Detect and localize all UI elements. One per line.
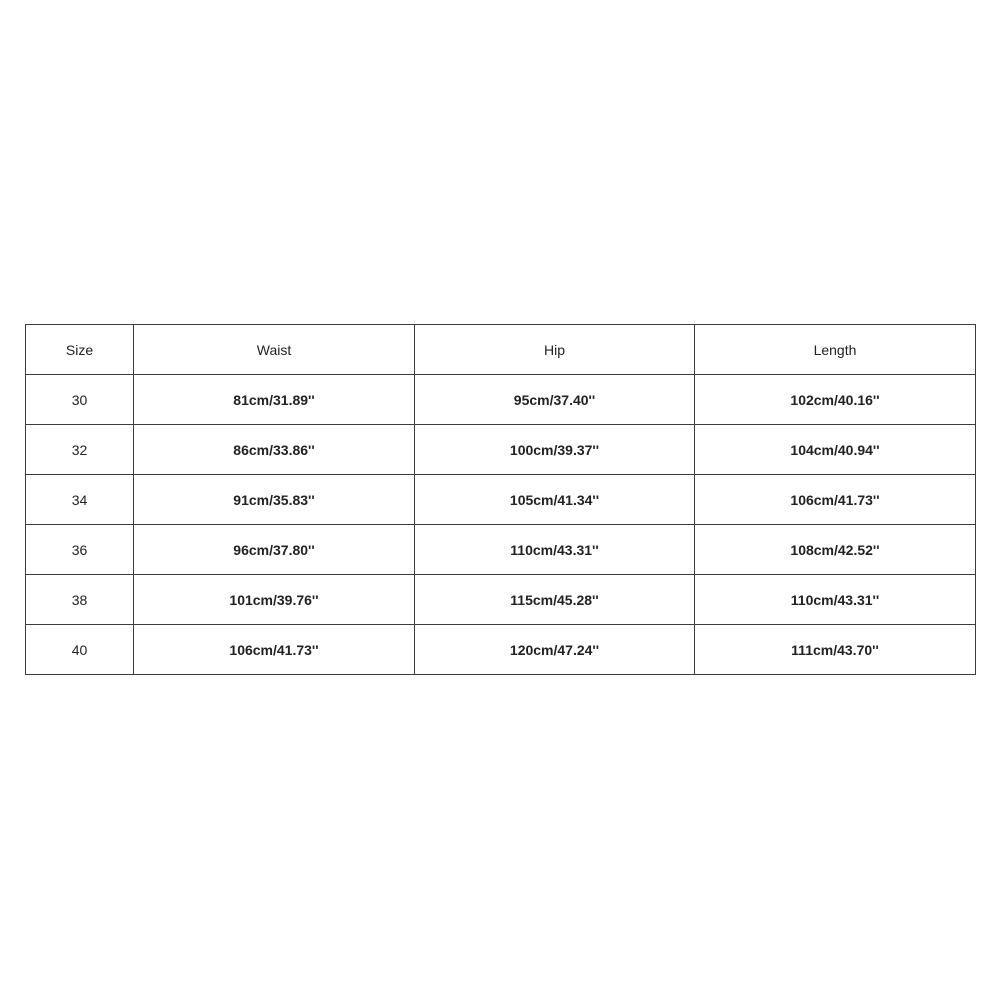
length-cell: 110cm/43.31'' bbox=[695, 575, 976, 625]
waist-cell: 91cm/35.83'' bbox=[134, 475, 415, 525]
size-cell: 40 bbox=[26, 625, 134, 675]
length-cell: 104cm/40.94'' bbox=[695, 425, 976, 475]
waist-cell: 86cm/33.86'' bbox=[134, 425, 415, 475]
hip-cell: 105cm/41.34'' bbox=[415, 475, 695, 525]
size-cell: 30 bbox=[26, 375, 134, 425]
header-waist: Waist bbox=[134, 325, 415, 375]
size-cell: 38 bbox=[26, 575, 134, 625]
table-row bbox=[26, 375, 976, 425]
size-cell: 32 bbox=[26, 425, 134, 475]
waist-cell: 81cm/31.89'' bbox=[134, 375, 415, 425]
table-row bbox=[26, 525, 976, 575]
size-cell: 34 bbox=[26, 475, 134, 525]
hip-cell: 115cm/45.28'' bbox=[415, 575, 695, 625]
size-cell: 36 bbox=[26, 525, 134, 575]
waist-cell: 96cm/37.80'' bbox=[134, 525, 415, 575]
length-cell: 108cm/42.52'' bbox=[695, 525, 976, 575]
hip-cell: 100cm/39.37'' bbox=[415, 425, 695, 475]
table-row bbox=[26, 625, 976, 675]
waist-cell: 101cm/39.76'' bbox=[134, 575, 415, 625]
hip-cell: 120cm/47.24'' bbox=[415, 625, 695, 675]
length-cell: 106cm/41.73'' bbox=[695, 475, 976, 525]
hip-cell: 110cm/43.31'' bbox=[415, 525, 695, 575]
table-header-row bbox=[26, 325, 976, 375]
hip-cell: 95cm/37.40'' bbox=[415, 375, 695, 425]
table-row bbox=[26, 425, 976, 475]
table-row bbox=[26, 575, 976, 625]
header-length: Length bbox=[695, 325, 976, 375]
waist-cell: 106cm/41.73'' bbox=[134, 625, 415, 675]
size-chart-table bbox=[25, 324, 976, 675]
header-size: Size bbox=[26, 325, 134, 375]
length-cell: 111cm/43.70'' bbox=[695, 625, 976, 675]
header-hip: Hip bbox=[415, 325, 695, 375]
length-cell: 102cm/40.16'' bbox=[695, 375, 976, 425]
table-row bbox=[26, 475, 976, 525]
